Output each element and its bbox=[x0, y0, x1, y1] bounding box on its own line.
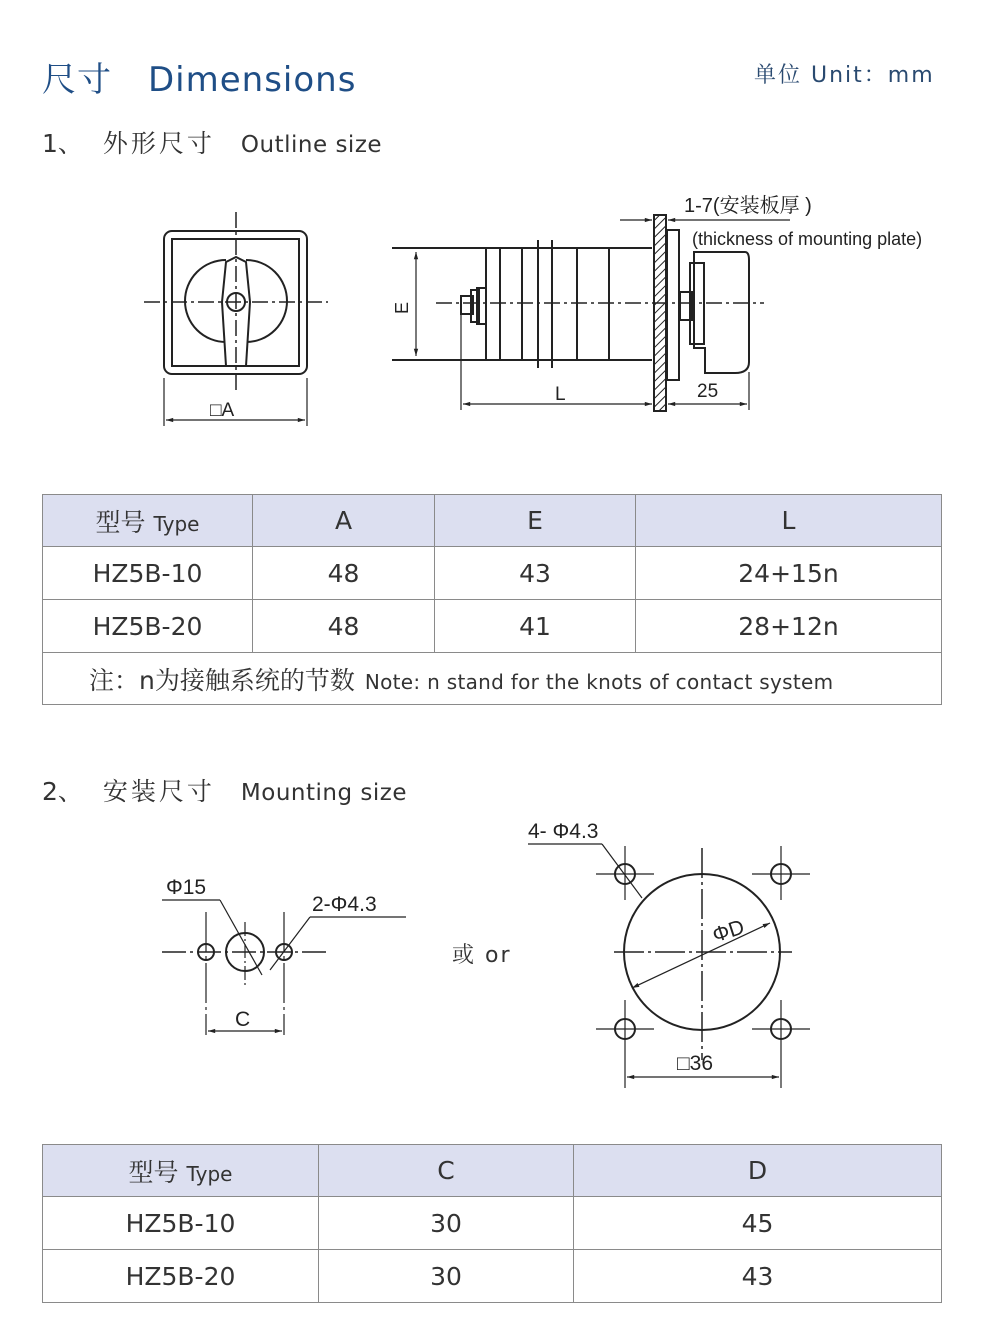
header-l: L bbox=[636, 495, 942, 547]
cell-type: HZ5B-10 bbox=[43, 547, 253, 600]
header-type: 型号 Type bbox=[43, 1145, 319, 1197]
square36-label: □36 bbox=[677, 1052, 714, 1075]
phi15-label: Φ15 bbox=[166, 876, 207, 899]
side-e-label: E bbox=[392, 301, 412, 314]
table-header-row bbox=[43, 1145, 942, 1197]
header-a: A bbox=[253, 495, 435, 547]
cell-a: 48 bbox=[253, 600, 435, 653]
cell-type: HZ5B-10 bbox=[43, 1197, 319, 1250]
title-zh: 尺寸 bbox=[42, 60, 112, 100]
cell-e: 41 bbox=[435, 600, 636, 653]
cell-l: 24+15n bbox=[636, 547, 942, 600]
cell-a: 48 bbox=[253, 547, 435, 600]
side-l-label: L bbox=[555, 384, 566, 405]
unit-label: 单位 Unit：mm bbox=[754, 63, 935, 88]
c-label: C bbox=[235, 1008, 251, 1031]
outline-drawing bbox=[0, 0, 1000, 460]
cell-d: 45 bbox=[574, 1197, 942, 1250]
two-holes-label: 2-Φ4.3 bbox=[312, 893, 377, 916]
cell-d: 43 bbox=[574, 1250, 942, 1303]
two-hole-layout bbox=[162, 900, 406, 1035]
section-number: 2、 bbox=[42, 777, 83, 806]
cell-type: HZ5B-20 bbox=[43, 600, 253, 653]
front-a-label: □A bbox=[210, 400, 235, 421]
phid-label: ΦD bbox=[709, 915, 748, 948]
outline-size-table bbox=[42, 494, 942, 705]
table-row bbox=[43, 547, 942, 600]
cell-type: HZ5B-20 bbox=[43, 1250, 319, 1303]
table-row bbox=[43, 1197, 942, 1250]
header-e: E bbox=[435, 495, 636, 547]
title-en: Dimensions bbox=[148, 60, 357, 100]
plate-label-en: (thickness of mounting plate) bbox=[692, 229, 923, 249]
side-25-label: 25 bbox=[697, 381, 719, 402]
cell-l: 28+12n bbox=[636, 600, 942, 653]
cell-c: 30 bbox=[319, 1250, 574, 1303]
header-d: D bbox=[574, 1145, 942, 1197]
table-note: 注：n为接触系统的节数 Note: n stand for the knots of contact system bbox=[43, 653, 942, 705]
four-hole-layout bbox=[528, 844, 810, 1088]
or-label: 或 or bbox=[452, 943, 512, 968]
table-row bbox=[43, 1250, 942, 1303]
mounting-size-table bbox=[42, 1144, 942, 1303]
section-title-zh: 外形尺寸 bbox=[102, 129, 215, 158]
section-title-en: Outline size bbox=[240, 132, 383, 158]
section-number: 1、 bbox=[42, 129, 83, 158]
header-type: 型号 Type bbox=[43, 495, 253, 547]
section-title-en: Mounting size bbox=[240, 780, 407, 806]
plate-label-zh: 1-7(安装板厚 ) bbox=[684, 195, 812, 217]
table-row bbox=[43, 600, 942, 653]
cell-c: 30 bbox=[319, 1197, 574, 1250]
four-holes-label: 4- Φ4.3 bbox=[528, 820, 599, 843]
cell-e: 43 bbox=[435, 547, 636, 600]
table-note-row bbox=[43, 653, 942, 705]
section-title-zh: 安装尺寸 bbox=[102, 777, 215, 806]
header-c: C bbox=[319, 1145, 574, 1197]
front-view bbox=[144, 212, 328, 426]
table-header-row bbox=[43, 495, 942, 547]
